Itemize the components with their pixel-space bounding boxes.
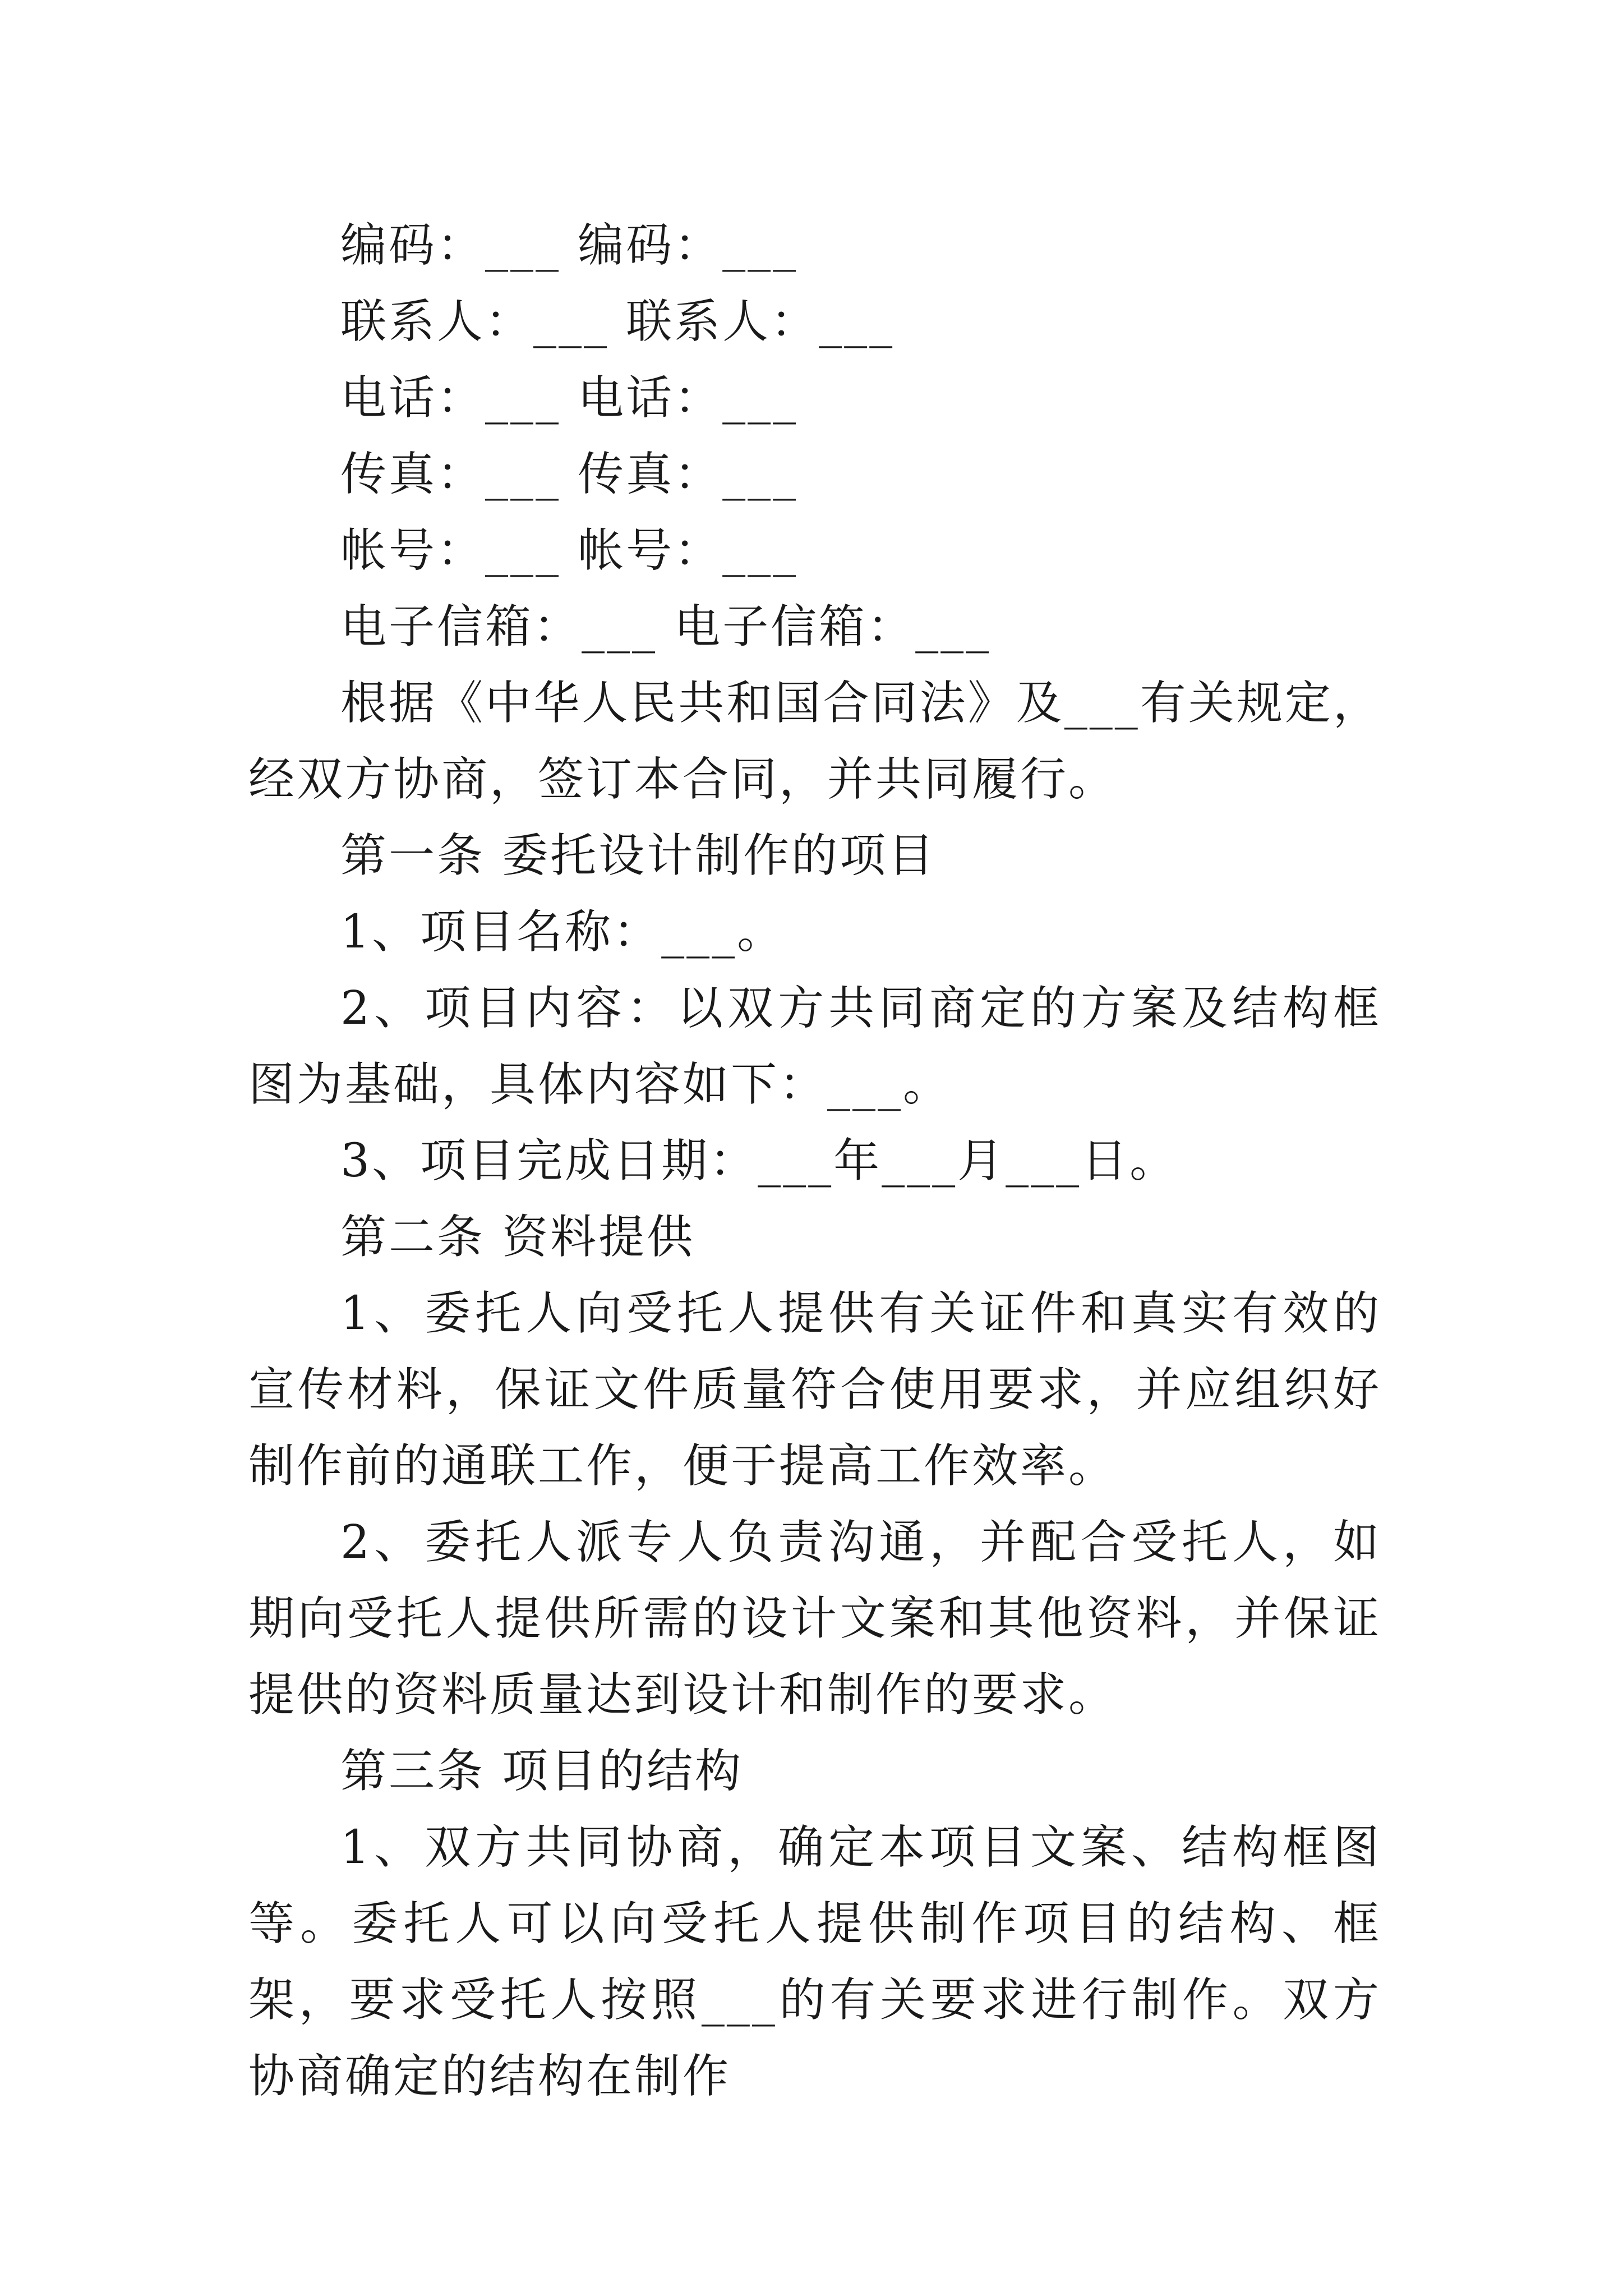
account-line: 帐号：___ 帐号：___: [340, 524, 799, 577]
article-1-item-1: 1、项目名称：___。: [340, 905, 786, 959]
article-2-item-2: 2、委托人派专人负责沟通，并配合受托人，如期向受托人提供所需的设计文案和其他资料，并保证提供的资料质量达到设计和制作的要求。: [248, 1516, 1381, 1722]
preamble-paragraph: 根据《中华人民共和国合同法》及___有关规定，经双方协商，签订本合同，并共同履行。: [248, 677, 1381, 806]
article-3-item-1: 1、双方共同协商，确定本项目文案、结构框图等。委托人可以向受托人提供制作项目的结构、框架，要求受托人按照___的有关要求进行制作。双方协商确定的结构在制作: [248, 1821, 1381, 2103]
document-body: [248, 208, 1381, 2115]
article-1-item-2: 2、项目内容：以双方共同商定的方案及结构框图为基础，具体内容如下：___。: [248, 982, 1381, 1111]
telephone-line: 电话：___ 电话：___: [340, 371, 799, 425]
article-3-heading: 第三条 项目的结构: [340, 1745, 744, 1798]
article-1-heading: 第一条 委托设计制作的项目: [340, 829, 937, 882]
fax-line: 传真：___ 传真：___: [340, 448, 799, 501]
article-1-item-3: 3、项目完成日期：___年___月___日。: [340, 1134, 1178, 1188]
email-line: 电子信箱：___ 电子信箱：___: [340, 600, 992, 654]
article-2-item-1: 1、委托人向受托人提供有关证件和真实有效的宣传材料，保证文件质量符合使用要求，并应组织好制作前的通联工作，便于提高工作效率。: [248, 1287, 1381, 1493]
postal-code-line: 编码：___ 编码：___: [340, 219, 799, 272]
contact-person-line: 联系人：___ 联系人：___: [340, 295, 895, 348]
article-2-heading: 第二条 资料提供: [340, 1211, 695, 1264]
